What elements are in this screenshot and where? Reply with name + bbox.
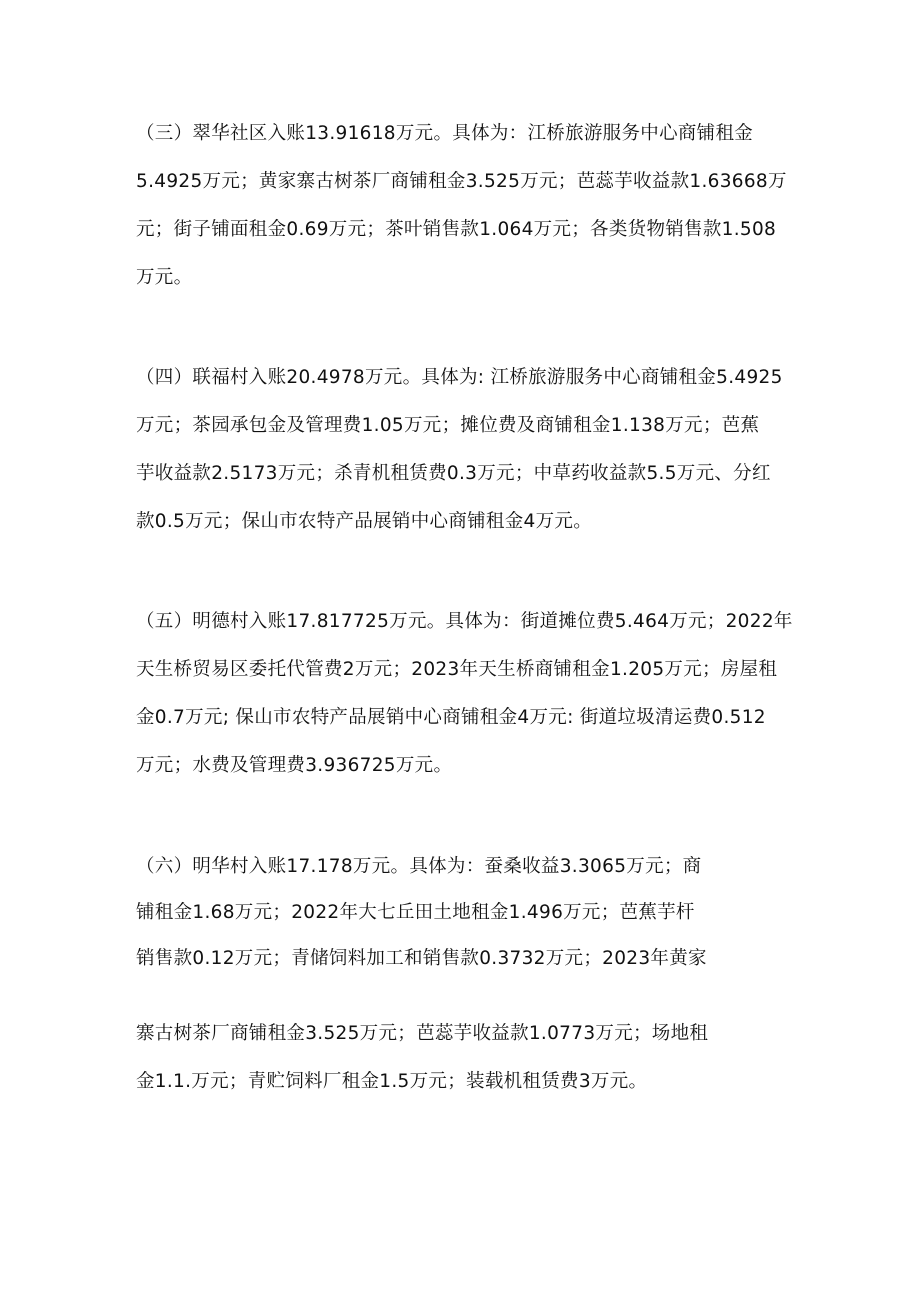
paragraph-line: 万元；水费及管理费3.936725万元。 xyxy=(136,755,453,776)
paragraph-mingde-village xyxy=(136,598,793,790)
paragraph-line: 款0.5万元；保山市农特产品展销中心商铺租金4万元。 xyxy=(136,511,592,532)
paragraph-line: 金0.7万元; 保山市农特产品展销中心商铺租金4万元: 街道垃圾清运费0.512 xyxy=(136,707,766,728)
paragraph-line: 5.4925万元；黄家寨古树茶厂商铺租金3.525万元；芭蕊芋收益款1.63668万 xyxy=(136,171,787,192)
paragraph-cuihua-community xyxy=(136,110,787,302)
paragraph-line: （五）明德村入账17.817725万元。具体为：街道摊位费5.464万元；2022年 xyxy=(136,611,793,632)
paragraph-line: 元；街子铺面租金0.69万元；茶叶销售款1.064万元；各类货物销售款1.508 xyxy=(136,219,777,240)
paragraph-lianfu-village xyxy=(136,354,783,546)
paragraph-line: 万元。 xyxy=(136,267,193,288)
paragraph-line: 芋收益款2.5173万元；杀青机租赁费0.3万元；中草药收益款5.5万元、分红 xyxy=(136,463,771,484)
paragraph-line: 销售款0.12万元；青储饲料加工和销售款0.3732万元；2023年黄家 xyxy=(136,948,707,969)
paragraph-line: 寨古树茶厂商铺租金3.525万元；芭蕊芋收益款1.0773万元；场地租 xyxy=(136,1023,709,1044)
paragraph-line: （六）明华村入账17.178万元。具体为：蚕桑收益3.3065万元；商 xyxy=(136,856,702,877)
paragraph-line: 金1.1.万元；青贮饲料厂租金1.5万元；装载机租赁费3万元。 xyxy=(136,1071,648,1092)
paragraph-line: （三）翠华社区入账13.91618万元。具体为：江桥旅游服务中心商铺租金 xyxy=(136,123,754,144)
paragraph-line: 天生桥贸易区委托代管费2万元；2023年天生桥商铺租金1.205万元；房屋租 xyxy=(136,659,778,680)
paragraph-line: 铺租金1.68万元；2022年大七丘田土地租金1.496万元；芭蕉芋杆 xyxy=(136,902,695,923)
paragraph-line: （四）联福村入账20.4978万元。具体为: 江桥旅游服务中心商铺租金5.4925 xyxy=(136,367,783,388)
paragraph-line: 万元；茶园承包金及管理费1.05万元；摊位费及商铺租金1.138万元；芭蕉 xyxy=(136,415,760,436)
